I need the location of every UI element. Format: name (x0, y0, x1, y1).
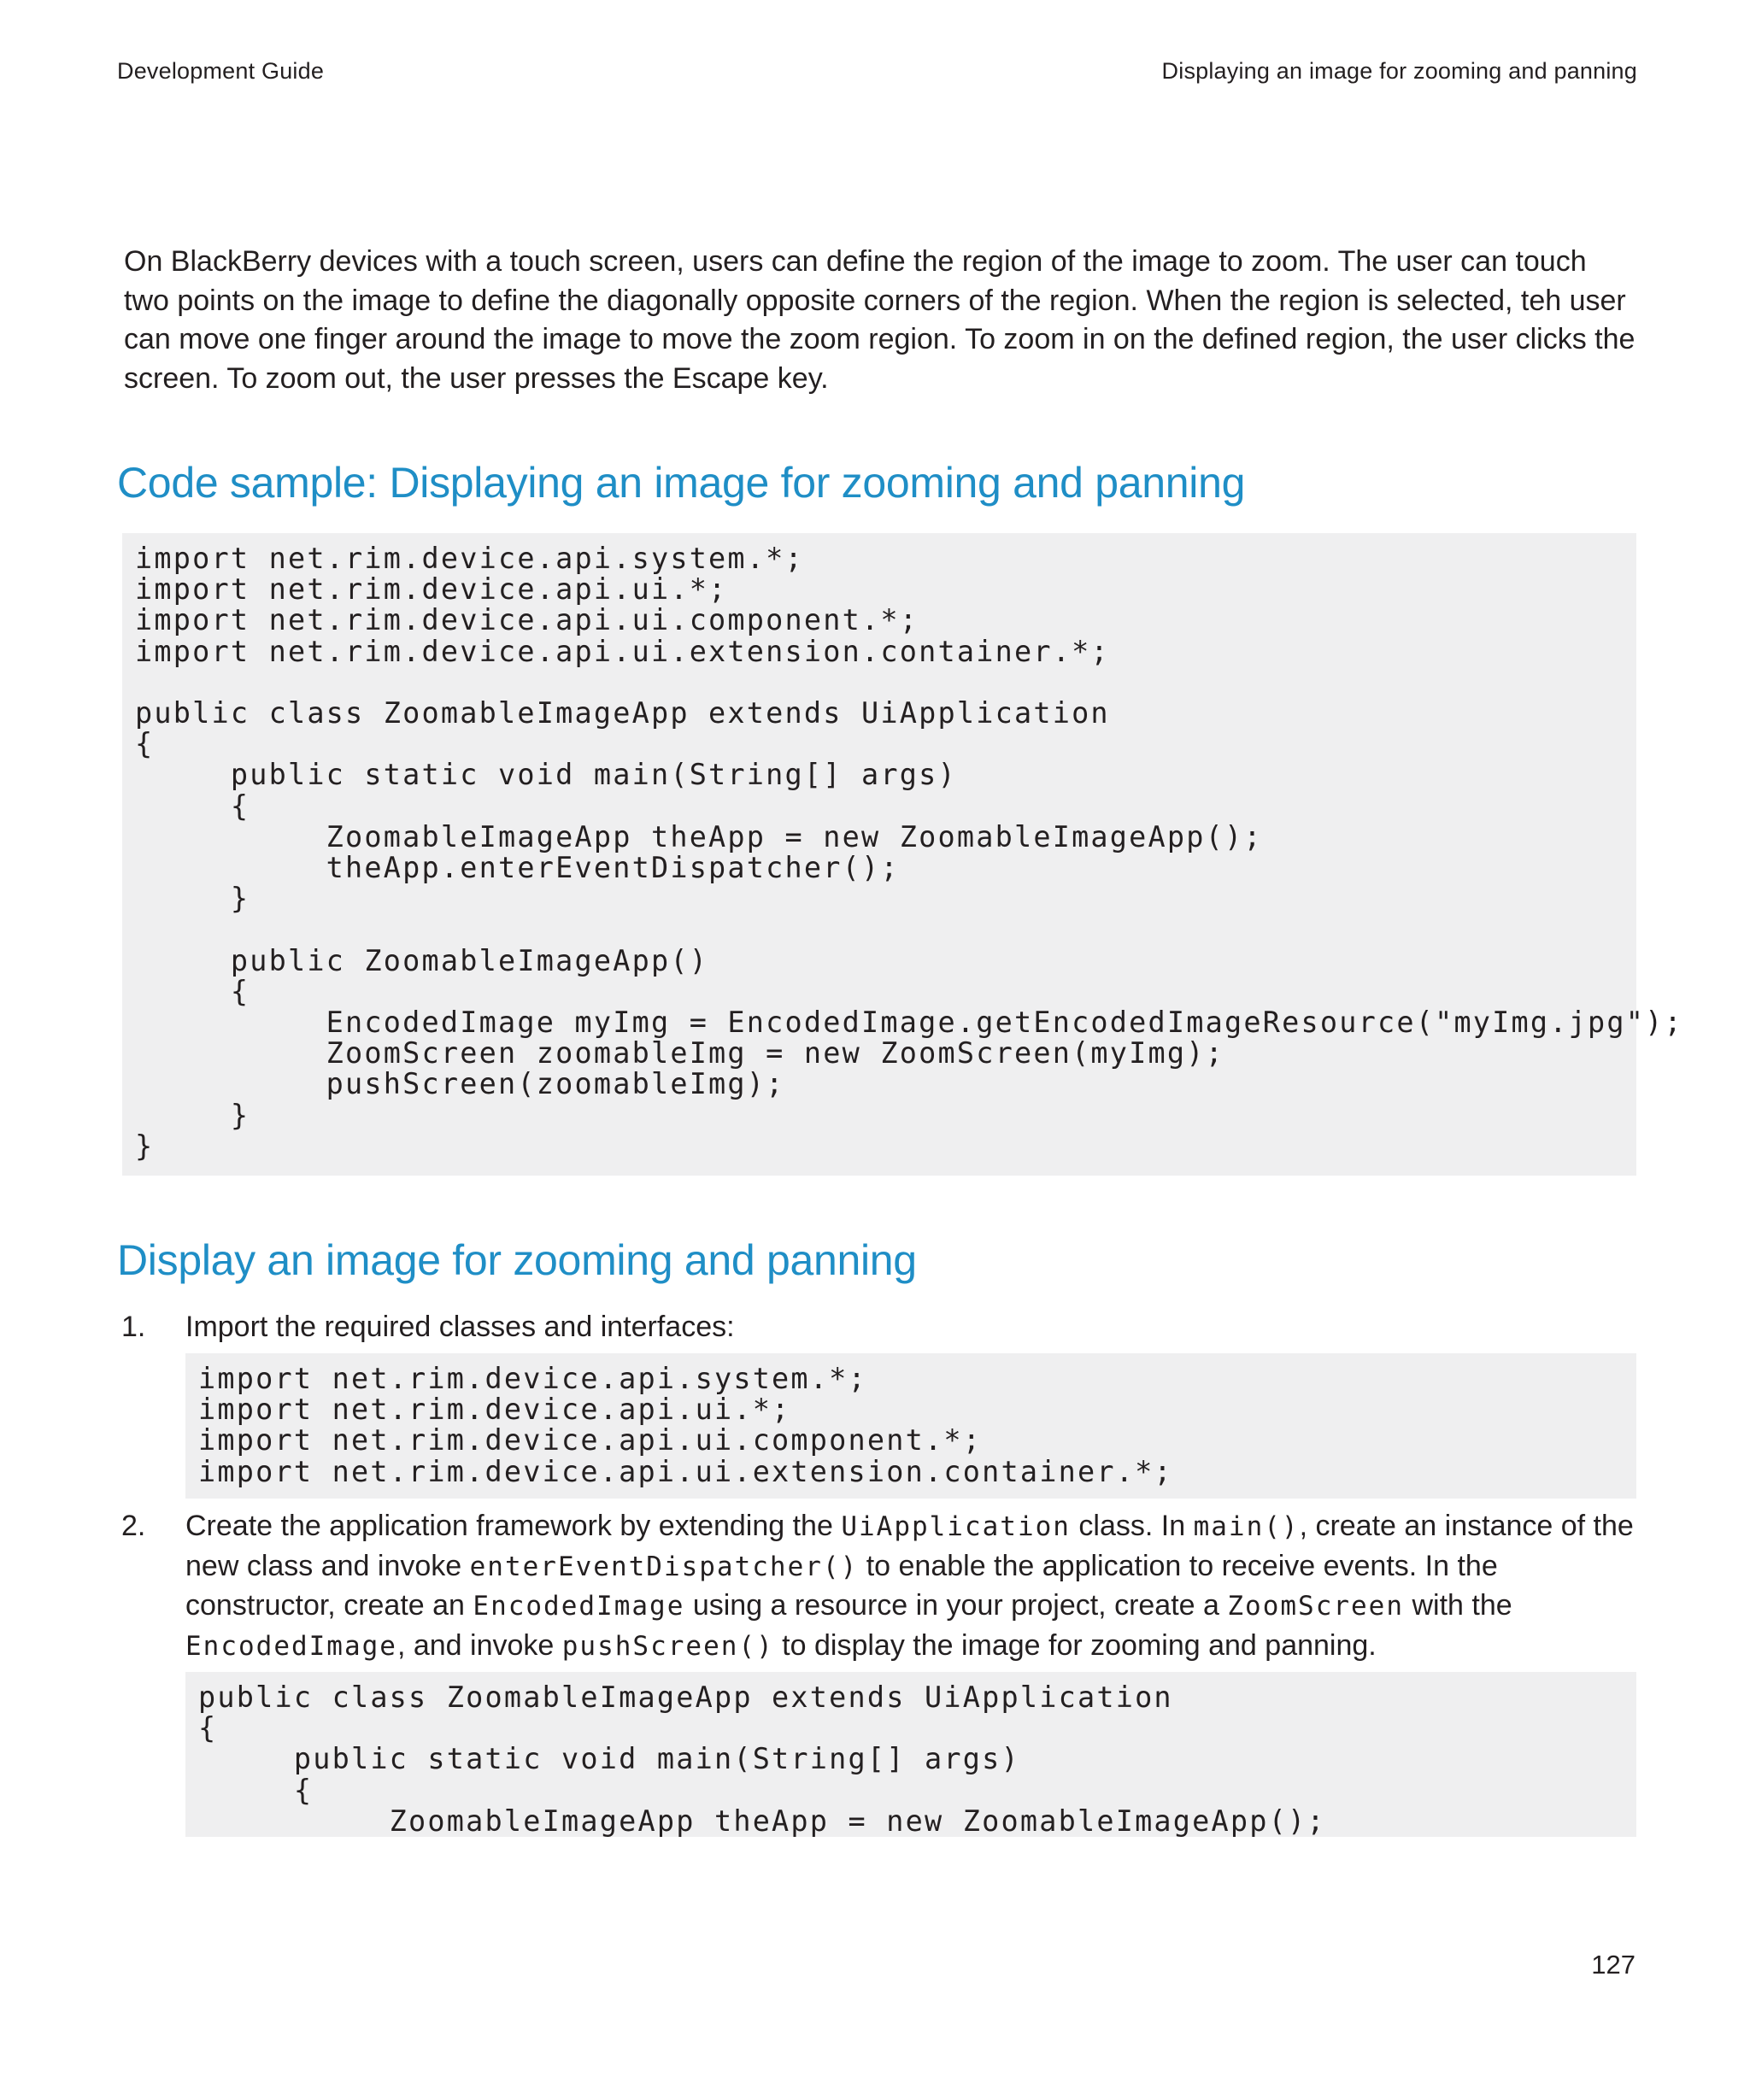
step-2-text-part: Create the application framework by extending the (185, 1510, 842, 1542)
step-2-text-part: with the (1404, 1589, 1512, 1622)
step-2-text (185, 1507, 1642, 1666)
intro-paragraph: On BlackBerry devices with a touch screen, users can define the region of the image to zoom. The user can touch two points on the image to define the diagonally opposite corners of the region. When the region is selected, teh user can move one finger around the image to move the zoom region. To zoom in on the defined region, the user clicks the screen. To zoom out, the user presses the Escape key. (124, 245, 1635, 395)
inline-code-encodedimage-2: EncodedImage (185, 1630, 397, 1662)
inline-code-pushscreen: pushScreen() (561, 1630, 774, 1662)
code-block-imports: import net.rim.device.api.system.*; import net.rim.device.api.ui.*; import net.rim.device.api.ui.component.*; import net.rim.device.api.ui.extension.container.*; (185, 1353, 1636, 1499)
code-block-framework: public class ZoomableImageApp extends UiApplication { public static void main(String[] args) { ZoomableImageApp theApp = new ZoomableImageApp(); (185, 1672, 1636, 1837)
step-2-text-part: using a resource in your project, create a (684, 1589, 1228, 1622)
step-2-number: 2. (121, 1510, 146, 1542)
page-number: 127 (1591, 1950, 1635, 1980)
step-2-text-part: to display the image for zooming and panning. (773, 1628, 1377, 1662)
inline-code-encodedimage: EncodedImage (473, 1591, 685, 1622)
running-header-left: Development Guide (117, 58, 325, 84)
inline-code-zoomscreen: ZoomScreen (1227, 1591, 1405, 1622)
code-block-full-sample: import net.rim.device.api.system.*; import net.rim.device.api.ui.*; import net.rim.device.api.ui.component.*; import net.rim.device.api.ui.extension.container.*; public class ZoomableImageApp extends UiApplication { public static void main(String[] args) { ZoomableImageApp theApp = new ZoomableImageApp(); theApp.enterEventDispatcher(); } public ZoomableImageApp() { EncodedImage myImg = EncodedImage.getEncodedImageResource("myImg.jpg"); ZoomScreen zoomableImg = new ZoomScreen(myImg); pushScreen(zoomableImg); } } (122, 533, 1636, 1176)
step-2-text-part: , and invoke (396, 1628, 562, 1662)
running-header-right: Displaying an image for zooming and panning (1161, 58, 1637, 84)
step-2-text-part: to enable the application to receive events. In the constructor, create an (185, 1549, 1498, 1622)
inline-code-uiapplication: UiApplication (841, 1511, 1071, 1542)
step-2-text-part: class. In (1070, 1510, 1194, 1542)
step-2-text-part: , create an instance of the new class and invoke (185, 1510, 1634, 1582)
section-heading-code-sample: Code sample: Displaying an image for zooming and panning (117, 459, 1246, 507)
step-1-number: 1. (121, 1311, 146, 1343)
section-heading-display-image: Display an image for zooming and panning (117, 1236, 917, 1284)
inline-code-main: main() (1193, 1511, 1300, 1542)
inline-code-entereventdispatcher: enterEventDispatcher() (469, 1551, 859, 1582)
step-1-text: Import the required classes and interfaces: (185, 1311, 735, 1343)
